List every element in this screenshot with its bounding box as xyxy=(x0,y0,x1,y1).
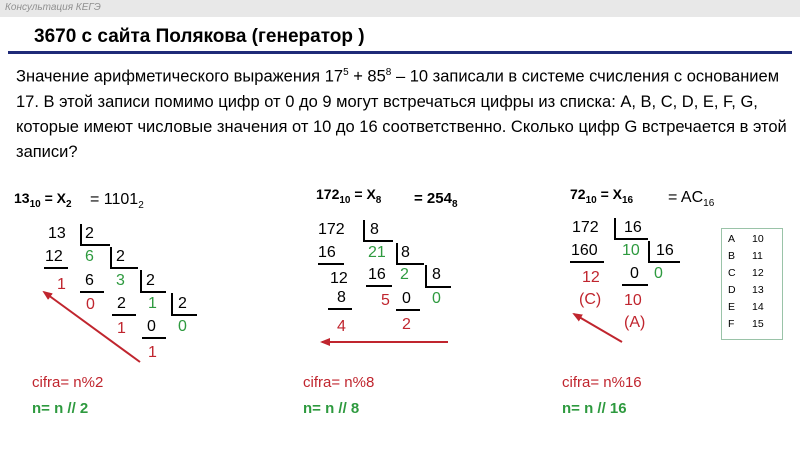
ex2-n8: 8 xyxy=(337,289,346,306)
ex3-q0: 0 xyxy=(654,265,663,282)
ex2-d8b: 8 xyxy=(401,244,410,261)
ex1-d2a: 2 xyxy=(85,225,94,242)
code-letter: B xyxy=(728,250,736,262)
code-letter: C xyxy=(728,267,736,279)
ex3-heading-sub: 10 xyxy=(585,194,597,206)
ex3-d16b: 16 xyxy=(656,242,674,259)
ex2-n16: 16 xyxy=(318,244,336,261)
code-value: 12 xyxy=(752,267,764,279)
ex1-q6: 6 xyxy=(85,248,94,265)
ex1-heading-num: 13 xyxy=(14,190,30,206)
ex1-r1c: 1 xyxy=(148,344,157,361)
ex2-n16b: 16 xyxy=(368,266,386,283)
ex1-r1a: 1 xyxy=(57,276,66,293)
ex1-result-value: = 1101 xyxy=(90,191,139,208)
ex3-n172: 172 xyxy=(572,219,599,236)
code-value: 14 xyxy=(752,301,764,313)
ex2-heading-num: 172 xyxy=(316,186,340,202)
ex1-arrow xyxy=(44,292,140,362)
ex2-heading-sub: 10 xyxy=(339,194,351,206)
ex2-heading-eq: = X xyxy=(350,186,376,202)
ex2-n172: 172 xyxy=(318,221,345,238)
problem-exp-1: 5 xyxy=(343,67,349,78)
ex2-result-value: = 254 xyxy=(414,190,452,207)
ex1-q1: 1 xyxy=(148,295,157,312)
ex3-n-line: n= n // 16 xyxy=(562,400,627,417)
ex3-n160: 160 xyxy=(571,242,598,259)
code-letter: D xyxy=(728,284,736,296)
ex1-heading-eq: = X xyxy=(40,190,66,206)
code-letter: A xyxy=(728,233,736,245)
ex2-r5: 5 xyxy=(381,292,390,309)
ex2-q0: 0 xyxy=(432,290,441,307)
ex2-q21: 21 xyxy=(368,244,386,261)
ex1-result-sub: 2 xyxy=(138,200,144,212)
ex2-n0: 0 xyxy=(402,290,411,307)
ex2-n12: 12 xyxy=(330,270,348,287)
code-value: 15 xyxy=(752,318,764,330)
ex2-cifra: cifra= n%8 xyxy=(303,374,375,391)
ex1-n6: 6 xyxy=(85,272,94,289)
ex1-n12: 12 xyxy=(45,248,63,265)
ex1-d2c: 2 xyxy=(146,272,155,289)
ex1-cifra: cifra= n%2 xyxy=(32,374,104,391)
problem-part-2: + 85 xyxy=(348,67,386,86)
ex1-r1b: 1 xyxy=(117,320,126,337)
ex1-q3: 3 xyxy=(116,272,125,289)
code-letter: E xyxy=(728,301,736,313)
ex1-d2b: 2 xyxy=(116,248,125,265)
code-value: 13 xyxy=(752,284,764,296)
ex1-heading-sub: 10 xyxy=(29,198,41,210)
ex3-r12: 12 xyxy=(582,269,600,286)
ex3-heading-base: 16 xyxy=(622,194,634,206)
header-label: Консультация КЕГЭ xyxy=(5,2,101,13)
ex1-r0a: 0 xyxy=(86,296,95,313)
ex3-r10: 10 xyxy=(624,292,642,309)
ex3-arrow xyxy=(574,314,622,342)
ex2-r4: 4 xyxy=(337,318,346,335)
code-value: 10 xyxy=(752,233,764,245)
ex2-r2: 2 xyxy=(402,316,411,333)
ex1-n-line: n= n // 2 xyxy=(32,400,89,417)
ex3-heading-eq: = X xyxy=(596,186,622,202)
ex3-result-value: = AC xyxy=(668,189,704,206)
ex1-n13: 13 xyxy=(48,225,66,242)
code-letter: F xyxy=(728,318,735,330)
ex3-n0: 0 xyxy=(630,265,639,282)
ex2-d8a: 8 xyxy=(370,221,379,238)
problem-part-1: Значение арифметического выражения 17 xyxy=(16,67,344,86)
ex2-heading-base: 8 xyxy=(375,194,382,206)
ex1-q0: 0 xyxy=(178,318,187,335)
ex3-cifra: cifra= n%16 xyxy=(562,374,642,391)
problem-exp-2: 8 xyxy=(385,67,392,78)
ex1-d2d: 2 xyxy=(178,295,187,312)
ex2-q2: 2 xyxy=(400,266,409,283)
ex2-result-sub: 8 xyxy=(451,199,458,210)
problem-part-3: – 10 записали в системе счисления с основанием 17. В этой записи помимо цифр от 0 до 9 могут встречаться цифры из списка: A, B, C, D, E, F, G, которые имеют числовые значения от 10 до 16 соответственно. Сколько цифр G встречается в этой записи? xyxy=(16,67,787,161)
ex1-n2: 2 xyxy=(117,295,126,312)
ex3-result-sub: 16 xyxy=(703,198,715,210)
ex3-rA: (A) xyxy=(624,314,646,331)
ex1-heading-base: 2 xyxy=(66,198,72,210)
code-value: 11 xyxy=(752,250,763,262)
slide-title: 3670 с сайта Полякова (генератор ) xyxy=(34,26,365,47)
ex2-n-line: n= n // 8 xyxy=(303,400,360,417)
ex2-d8c: 8 xyxy=(432,266,441,283)
ex3-d16a: 16 xyxy=(624,219,642,236)
ex3-q10: 10 xyxy=(622,242,640,259)
ex1-n0: 0 xyxy=(147,318,156,335)
ex3-heading-num: 72 xyxy=(570,186,586,202)
ex3-rC: (C) xyxy=(579,291,602,308)
